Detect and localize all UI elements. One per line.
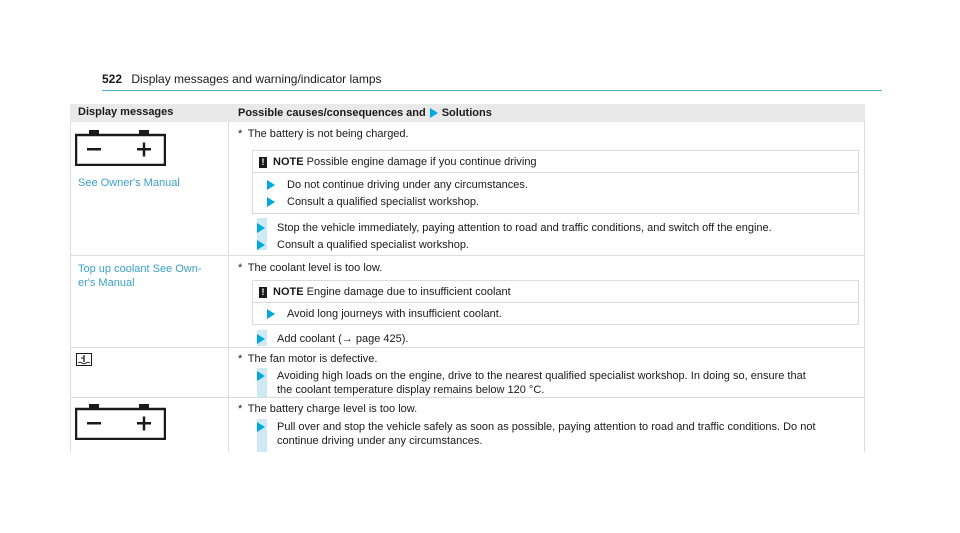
page-number: 522: [102, 72, 123, 86]
warning-icon: !: [259, 287, 267, 298]
arrow-right-icon: [267, 197, 275, 207]
arrow-right-icon: [257, 334, 265, 344]
arrow-right-icon: [267, 309, 275, 319]
cause-text: * The battery charge level is too low.: [238, 403, 418, 415]
note-text: Possible engine damage if you continue driving: [306, 156, 537, 168]
note-label: NOTE: [273, 156, 304, 168]
note-text: Engine damage due to insufficient coolant: [306, 286, 511, 298]
cause-text: * The fan motor is defective.: [238, 353, 378, 365]
page-title: Display messages and warning/indicator lamps: [131, 72, 382, 86]
message-top-up-coolant: Top up coolant See Own- er's Manual: [78, 263, 202, 289]
arrow-right-icon: [430, 108, 438, 118]
cause-text: * The battery is not being charged.: [238, 128, 409, 140]
coolant-fan-icon: [76, 353, 92, 366]
arrow-right-icon: [267, 180, 275, 190]
arrow-right-icon: [257, 422, 265, 432]
col-causes-solutions: Possible causes/consequences and Solutions: [238, 107, 492, 119]
messages-table: Display messages Possible causes/consequences and Solutions See Owner's Manual * The battery is not being charged. ! NOTE Possible engine damage if you continue driving Do not continue driving under any circumstances. Consult a qualified specialist workshop. Stop the vehicle immediately, paying attention to road and traffic conditions, and switch off the engine. Consult a qualified specialist workshop. Top up coolant See Own- er's Manual * The coolant level is too low. ! NOTE Engine damage due to insufficient coolant Avoid long journeys with insufficient coolant. Add coolant (→ page 425). * The fan motor is defective. Avoiding high loads on the engine, drive to the nearest qualified specialist workshop. In doing so, ensure that the coolant temperature display remains below 120 °C. * The battery charge level is too low. Pull over and stop the vehicle safely as soon as possible, paying attention to road and traffic conditions. Do not continue driving under any circumstances.: [70, 104, 865, 452]
column-divider: [228, 122, 229, 452]
battery-icon: [75, 404, 166, 440]
arrow-right-icon: [257, 240, 265, 250]
note-box: ! NOTE Possible engine damage if you continue driving Do not continue driving under any circumstances. Consult a qualified specialist workshop.: [252, 150, 859, 214]
note-label: NOTE: [273, 286, 304, 298]
note-box: ! NOTE Engine damage due to insufficient coolant Avoid long journeys with insufficient coolant.: [252, 280, 859, 325]
warning-icon: !: [259, 157, 267, 168]
arrow-right-icon: [257, 223, 265, 233]
battery-icon: [75, 130, 166, 166]
table-header: [70, 104, 865, 122]
col-display-messages: Display messages: [78, 106, 174, 118]
message-see-owners-manual: See Owner's Manual: [78, 177, 180, 189]
page-header: [102, 72, 382, 86]
cause-text: * The coolant level is too low.: [238, 262, 383, 274]
arrow-right-icon: [257, 371, 265, 381]
header-rule: [102, 90, 882, 91]
